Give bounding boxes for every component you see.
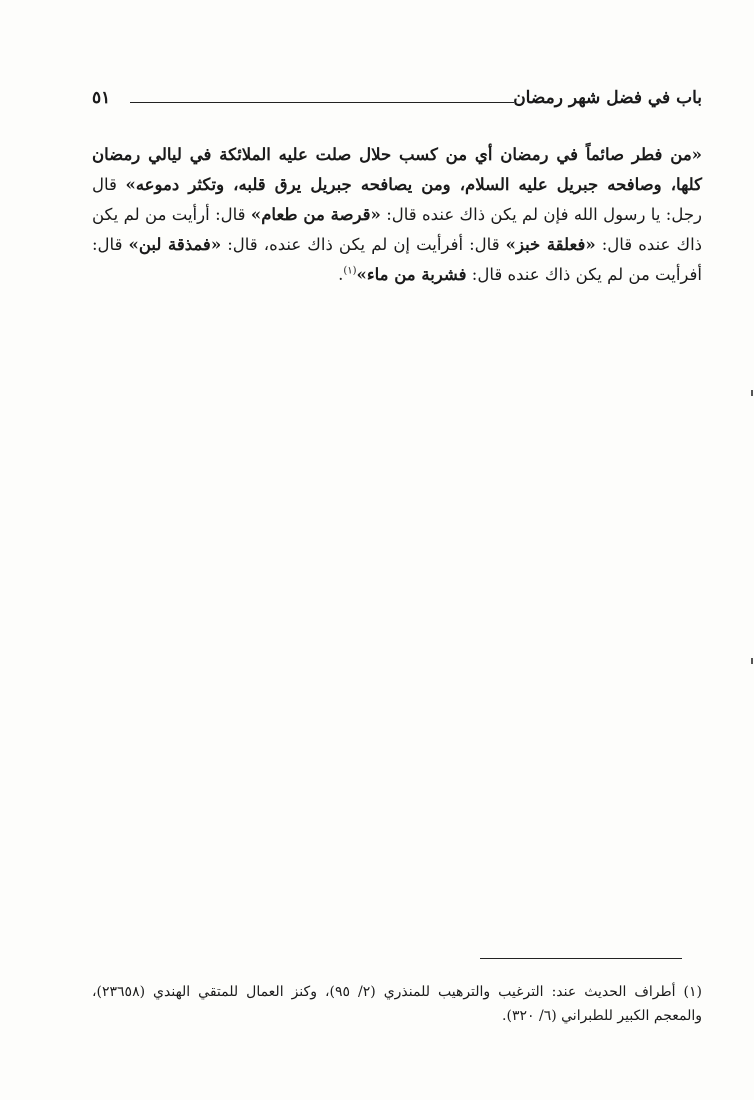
page-number: ٥١: [92, 88, 111, 108]
narration-text: قال: أفرأيت من لم يكن ذاك عنده قال:: [92, 235, 702, 284]
narration-text: قال رجل: يا رسول الله فإن لم يكن ذاك عنده قال:: [92, 175, 702, 224]
hadith-text: «من فطر صائماً في رمضان أي من كسب حلال صلت عليه الملائكة في ليالي رمضان كلها، وصافحه جبريل عليه السلام، ومن يصافحه جبريل يرق قلبه، وتكثر دموعه»: [92, 145, 703, 194]
main-paragraph: [92, 140, 702, 290]
end-period: .: [338, 265, 344, 284]
footnote-marker: (١): [683, 984, 703, 1000]
footnote-separator: [480, 958, 682, 959]
hadith-answer-3: «فمذقة لبن»: [128, 235, 222, 254]
narration-text: قال: أفرأيت إن لم يكن ذاك عنده، قال:: [221, 235, 506, 254]
hadith-answer-2: «فعلقة خبز»: [505, 235, 596, 254]
hadith-answer-4: فشربة من ماء»: [356, 265, 467, 284]
footnotes: [92, 980, 702, 1028]
scan-edge-mark: [751, 390, 753, 396]
scan-edge-mark: [751, 658, 753, 664]
running-header: [92, 88, 702, 118]
header-rule: [130, 102, 514, 103]
hadith-answer-1: «قرصة من طعام»: [250, 205, 381, 224]
footnote-text: أطراف الحديث عند: الترغيب والترهيب للمنذري (٢/ ٩٥)، وكنز العمال للمتقي الهندي (٢٣٦٥٨)، والمعجم الكبير للطبراني (٦/ ٣٢٠).: [92, 984, 702, 1024]
chapter-title: باب في فضل شهر رمضان: [513, 88, 702, 108]
footnote-item: [92, 980, 702, 1028]
narration-text: قال: أرأيت من لم يكن ذاك عنده قال:: [92, 205, 703, 254]
footnote-reference[interactable]: (١): [343, 265, 357, 277]
